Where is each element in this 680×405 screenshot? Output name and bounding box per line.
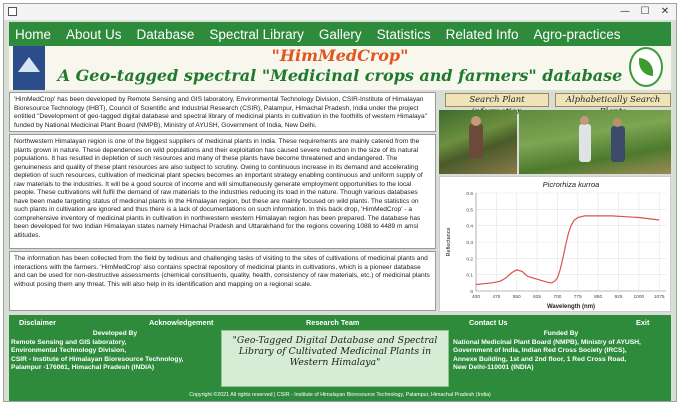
developed-by-line: Remote Sensing and GIS laboratory, bbox=[11, 338, 127, 346]
nav-related-info[interactable]: Related Info bbox=[445, 26, 519, 42]
exit-link[interactable]: Exit bbox=[636, 318, 650, 327]
field-photo-2 bbox=[519, 110, 671, 174]
funded-by-line: Government of India, Indian Red Cross Society (IRCS), bbox=[453, 347, 627, 354]
y-axis-label: Reflectance bbox=[446, 227, 452, 257]
developed-by-line: Environmental Technology Division, bbox=[11, 347, 127, 354]
x-axis-label: Wavelength (nm) bbox=[546, 304, 596, 310]
nav-gallery[interactable]: Gallery bbox=[318, 26, 362, 42]
nav-home[interactable]: Home bbox=[15, 26, 52, 42]
y-tick-label: 0.3 bbox=[466, 241, 473, 246]
x-tick-label: 700 bbox=[553, 295, 562, 300]
y-tick-label: 0 bbox=[470, 290, 473, 295]
y-tick-label: 0.5 bbox=[466, 208, 473, 214]
chart-svg bbox=[440, 177, 672, 313]
x-tick-label: 1075 bbox=[653, 295, 665, 300]
funded-by-line: National Medicinal Plant Board (NMPB), Ministry of AYUSH, bbox=[453, 338, 641, 346]
page-subtitle: A Geo-tagged spectral "Medicinal crops and farmers" database bbox=[57, 66, 623, 85]
alphabetical-search-button[interactable]: Alphabetically Search bbox=[555, 93, 671, 107]
research-team-link[interactable]: Research Team bbox=[306, 318, 360, 327]
nav-statistics[interactable]: Statistics bbox=[376, 26, 431, 42]
app-icon bbox=[8, 7, 17, 16]
acknowledgement-link[interactable]: Acknowledgement bbox=[149, 318, 214, 327]
y-tick-label: 0.4 bbox=[466, 224, 473, 230]
funded-by-line: Annexe Building, 1st and 2nd floor, 1 Red Cross Road, bbox=[453, 355, 627, 363]
y-tick-label: 0.6 bbox=[466, 192, 473, 197]
x-tick-label: 475 bbox=[492, 295, 501, 300]
region-panel: Northwestern Himalayan region is one of the biggest suppliers of medicinal plants in India. These requirements are mainly catered from the plants grown in nature. These dependences on wild populations and their exploitation has caused severe reduction in the size of its natural populations. It has resulted in depletion of such resources and many of these plants have become threatened and endangered. The genuineness and quality of these plant resources are also subject to scrutiny. Owing to continuous increase in its demand and accelerating depletion of such resources, cultivation of medicinal plant species becomes an important strategy enabling continuous and uniform supply of raw materials to the industries. It will be a good source of income and will simultaneously generate employment opportunities to the local people. These cultivations will fulfil the demand of raw materials to the industries reducing its load in the nature. Though various databases have been made targeting status of medicinal plants in the Himalayan region, but these are mainly focused on wild plants. The statistics on such plants in cultivation are ignored and thus there is a lack of documentations on such information. In this back drop, 'HimMedCrop' - a comprehensive inventory of medicinal plants in cultivation in northwestern western Himalayan region has been prepared. The database has been developed for two Indian Himalayan states namely Himachal Pradesh and Uttarakhand for the regions covering 1088 to 4489 m amsl altitudes. bbox=[9, 134, 436, 249]
nav-agro-practices[interactable]: Agro-practices bbox=[533, 26, 621, 42]
y-tick-label: 0.1 bbox=[466, 273, 473, 279]
main-nav bbox=[9, 22, 671, 46]
developed-by-heading: Developed By bbox=[92, 330, 138, 337]
leaf-icon bbox=[639, 58, 653, 76]
funded-by-heading: Funded By bbox=[543, 330, 579, 337]
developed-by-line: CSIR - Institute of Himalayan Bioresource Technology, bbox=[11, 355, 184, 363]
nav-database[interactable]: Database bbox=[136, 26, 195, 42]
copyright: Copyright ©2021 All rights reserved | CSIR - Institute of Himalayan Bioresource Technology, Palampur, Himachal Pradesh (India) bbox=[9, 389, 671, 401]
page-title: "HimMedCrop" bbox=[271, 46, 409, 65]
field-photo-1 bbox=[439, 110, 517, 174]
search-plant-info-button[interactable]: Search Plant bbox=[445, 93, 549, 107]
page-header bbox=[9, 46, 671, 90]
reflectance-chart bbox=[439, 176, 671, 312]
developed-by-line: Palampur -176061, Himachal Pradesh (INDIA) bbox=[11, 364, 155, 371]
nmpb-logo bbox=[629, 47, 663, 87]
reflectance-series-line bbox=[476, 216, 659, 285]
x-tick-label: 625 bbox=[533, 295, 542, 300]
disclaimer-link[interactable]: Disclaimer bbox=[19, 318, 56, 327]
footer-nav bbox=[9, 315, 671, 329]
funded-by-block bbox=[453, 330, 669, 373]
app-window bbox=[3, 3, 677, 402]
nav-about-us[interactable]: About Us bbox=[66, 26, 122, 42]
nav-spectral-library[interactable]: Spectral Library bbox=[209, 26, 304, 42]
x-tick-label: 925 bbox=[614, 295, 623, 300]
project-quote: "Geo-Tagged Digital Database and Spectral Library of Cultivated Medicinal Plants in Western Himalaya" bbox=[221, 330, 449, 387]
x-tick-label: 850 bbox=[594, 295, 603, 300]
x-tick-label: 1000 bbox=[633, 295, 645, 300]
intro-panel: 'HimMedCrop' has been developed by Remote Sensing and GIS laboratory, Environmental Technology Division, CSIR-Institute of Himalayan Bioresource Technology (IHBT), Council of Scientific and Industrial Research (CSIR), Palampur, Himachal Pradesh, India under the project entitled "Development of geo-tagged digital database and spectral library of medicinal plants in cultivation in the foothills of western Himalaya" funded by National Medicinal Plant Board (NMPB), Ministry of AYUSH, Government of India, New Delhi. bbox=[9, 92, 436, 132]
x-tick-label: 400 bbox=[471, 295, 481, 300]
title-bar[interactable] bbox=[4, 4, 676, 20]
x-tick-label: 550 bbox=[512, 295, 521, 300]
developed-by-block bbox=[11, 330, 219, 373]
x-tick-label: 775 bbox=[573, 295, 582, 300]
close-button[interactable]: ✕ bbox=[660, 6, 670, 17]
minimize-button[interactable]: — bbox=[620, 6, 630, 17]
footer bbox=[9, 329, 671, 389]
chart-title: Picrorhiza kurroa bbox=[542, 180, 600, 189]
funded-by-line: New Delhi-110001 (INDIA) bbox=[453, 364, 534, 371]
maximize-button[interactable]: ☐ bbox=[640, 6, 650, 17]
info-panel: The information has been collected from the field by tedious and challenging tasks of visiting to the sites of cultivations of medicinal plants and interactions with the farmers. 'HimMedCrop' also contains spectral repository of medicinal plants in cultivations, which is a pioneer database and can be used for non-destructive assessments (chemical constituents, quality, health, consistency of raw materials, etc.) of medicinal plants without posing them any threat. This will also help in its identification and mapping on a regional scale. bbox=[9, 251, 436, 311]
y-tick-label: 0.2 bbox=[466, 257, 473, 263]
contact-us-link[interactable]: Contact Us bbox=[469, 318, 508, 327]
